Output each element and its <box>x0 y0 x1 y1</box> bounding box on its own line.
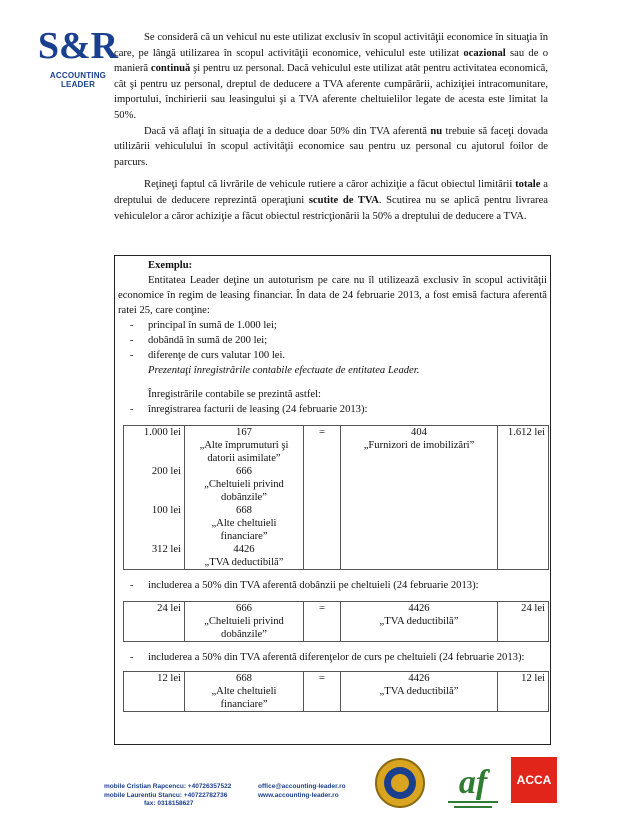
example-box <box>114 255 551 745</box>
debit-amount: 24 lei <box>124 602 185 642</box>
debit-account: 666 „Cheltuieli privind dobânzile” <box>185 602 304 642</box>
equals-sign: = <box>304 672 341 712</box>
sr-monogram-icon <box>37 18 119 70</box>
credit-amount: 1.612 lei <box>498 426 549 570</box>
step-3: - includerea a 50% din TVA aferentă diferenţelor de curs pe cheltuieli (24 februarie 2013): <box>130 652 525 663</box>
paragraph-3: Reţineţi faptul că livrările de vehicule rutiere a căror achiziţie a făcut obiectul limitării totale a dreptului de deducere reprezintă operaţiuni scutite de TVA. Scutirea nu se aplică pentru livrarea vehiculelor a căror achiziţie a făcut obiectul restricţionării la 50% a dreptului de deducere a TVA. <box>114 179 548 222</box>
example-title: Exemplu: <box>148 260 193 271</box>
journal-entry-table-2 <box>123 601 549 642</box>
page-footer <box>0 745 638 826</box>
email-link[interactable]: office@accounting-leader.ro <box>258 783 346 790</box>
list-item: - diferenţe de curs valutar 100 lei. <box>130 350 286 361</box>
paragraph-2: Dacă vă aflaţi în situaţia de a deduce doar 50% din TVA aferentă nu trebuie să faceţi dovada utilizării vehiculului în scopul activităţii economice sau pentru uz personal cu ajutorul foilor de parcurs. <box>114 125 548 168</box>
example-task: Prezentaţi înregistrările contabile efectuate de entitatea Leader. <box>148 365 420 376</box>
debit-account: 668 „Alte cheltuieli financiare” <box>185 672 304 712</box>
company-logo <box>37 18 119 104</box>
equals-sign: = <box>304 602 341 642</box>
paragraph-1: Se consideră că un vehicul nu este utilizat exclusiv în scopul activităţii economice în situaţia în care, pe lângă utilizarea în scopul activităţii economice, vehiculul este utilizat ocazional sau de o manieră continuă şi pentru uz personal. Dacă vehiculul este utilizat atât pentru activitatea economică, cât şi pentru uz personal, dreptul de deducere a TVA aferente cumpărării, achiziţiei intracomunitare, importului, închirierii sau leasingului şi a TVA aferente cheltuielilor legate de acesta este limitat la 50%. <box>114 32 548 121</box>
ceccar-seal-icon <box>374 753 426 813</box>
credit-amount: 12 lei <box>498 672 549 712</box>
list-item: - dobândă în sumă de 200 lei; <box>130 335 268 346</box>
journal-entry-table-1 <box>123 425 549 570</box>
af-logo-icon <box>440 755 506 815</box>
list-item: - principal în sumă de 1.000 lei; <box>130 320 277 331</box>
body-text <box>114 30 548 224</box>
web-contacts <box>258 783 346 800</box>
website-link[interactable]: www.accounting-leader.ro <box>258 791 339 799</box>
credit-amount: 24 lei <box>498 602 549 642</box>
credit-account: 4426 „TVA deductibilă” <box>341 602 498 642</box>
credit-account: 404 „Furnizori de imobilizări” <box>341 426 498 570</box>
step-2: - includerea a 50% din TVA aferentă dobânzii pe cheltuieli (24 februarie 2013): <box>130 580 479 591</box>
acca-logo: ACCA <box>511 757 557 803</box>
svg-text:af: af <box>458 764 488 801</box>
debit-amount: 12 lei <box>124 672 185 712</box>
svg-text:S&R: S&R <box>37 25 119 67</box>
entries-intro: Înregistrările contabile se prezintă astfel: <box>148 389 321 400</box>
step-1: - înregistrarea facturii de leasing (24 februarie 2013): <box>130 404 368 415</box>
phone-contacts: mobile Cristian Rapcencu: +40726357522 mobile Laurentiu Stancu: +40722782736 fax: 0318158627 <box>104 783 232 807</box>
credit-account: 4426 „TVA deductibilă” <box>341 672 498 712</box>
journal-entry-table-3 <box>123 671 549 712</box>
equals-sign: = <box>304 426 341 570</box>
example-intro: Entitatea Leader deţine un autoturism pe care nu îl utilizează exclusiv în scopul activităţii economice în regim de leasing financiar. În data de 24 februarie 2013, a fost emisă factura aferentă ratei 25, care conţine: <box>118 275 547 316</box>
logo-line-1: ACCOUNTING <box>49 71 107 80</box>
debit-amounts: 1.000 lei 200 lei 100 lei 312 lei <box>124 426 185 570</box>
logo-text <box>46 71 110 89</box>
logo-line-2: LEADER <box>60 80 96 89</box>
debit-accounts: 167 „Alte împrumuturi şi datorii asimilate” 666 „Cheltuieli privind dobânzile” 668 „Alte cheltuieli financiare” 4426 „TVA deductibilă” <box>185 426 304 570</box>
